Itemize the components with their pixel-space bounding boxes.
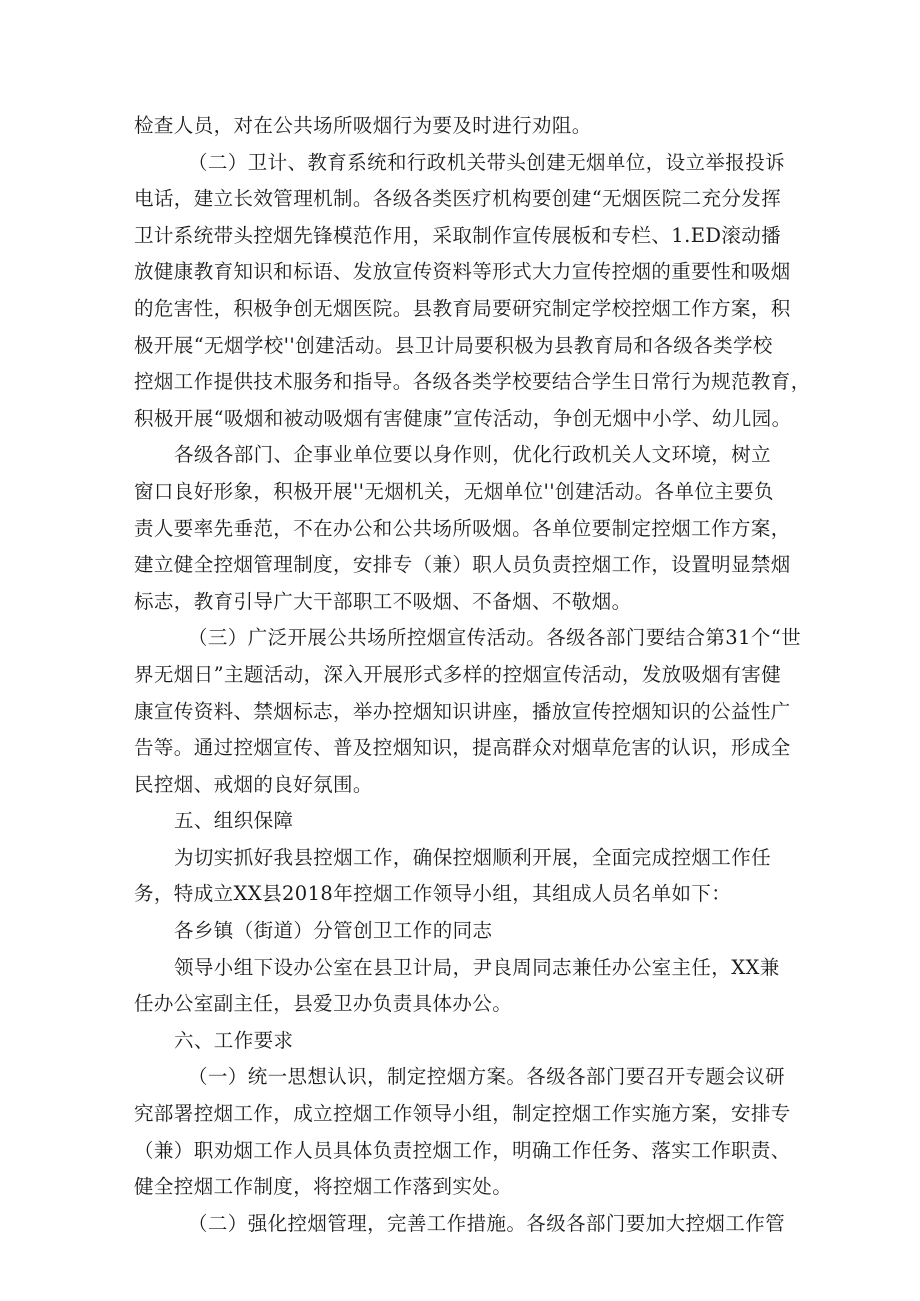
text-line: 检查人员，对在公共场所吸烟行为要及时进行劝阻。 — [134, 114, 592, 137]
text-line: （一）统一思想认识，制定控烟方案。各级各部门要召开专题会议研 — [188, 1065, 786, 1089]
text-line: 各乡镇（街道）分管创卫工作的同志 — [174, 919, 493, 943]
text-line: 卫计系统带头控烟先锋模范作用，采取制作宣传展板和专栏、1.ED滚动播 — [134, 223, 782, 247]
text-line: 康宣传资料、禁烟标志，举办控烟知识讲座，播放宣传控烟知识的公益性广 — [134, 699, 791, 723]
text-line: 窗口良好形象，积极开展''无烟机关，无烟单位''创建活动。各单位主要负 — [134, 479, 774, 503]
text-line: （三）广泛开展公共场所控烟宣传活动。各级各部门要结合第31个“世 — [188, 626, 802, 650]
text-line: 务，特成立XX县2018年控烟工作领导小组，其组成人员名单如下： — [134, 882, 732, 906]
text-line: 告等。通过控烟宣传、普及控烟知识，提高群众对烟草危害的认识，形成全 — [134, 736, 791, 760]
text-line: 放健康教育知识和标语、发放宣传资料等形式大力宣传控烟的重要性和吸烟 — [134, 260, 791, 284]
text-line: 究部署控烟工作，成立控烟工作领导小组，制定控烟工作实施方案，安排专 — [134, 1102, 791, 1126]
section-heading: 五、组织保障 — [174, 809, 294, 833]
text-line: 的危害性，积极争创无烟医院。县教育局要研究制定学校控烟工作方案，积 — [134, 296, 791, 320]
text-line: 任办公室副主任，县爱卫办负责具体办公。 — [134, 992, 513, 1016]
text-line: 控烟工作提供技术服务和指导。各级各类学校要结合学生日常行为规范教育， — [134, 370, 811, 394]
text-line: 标志，教育引导广大干部职工不吸烟、不备烟、不敬烟。 — [134, 589, 632, 613]
text-line: 电话，建立长效管理机制。各级各类医疗机构要创建“无烟医院二充分发挥 — [134, 187, 782, 211]
text-line: 领导小组下设办公室在县卫计局，尹良周同志兼任办公室主任，XX兼 — [174, 955, 780, 979]
document-page — [134, 108, 811, 1242]
text-line: 建立健全控烟管理制度，安排专（兼）职人员负责控烟工作，设置明显禁烟 — [134, 553, 791, 577]
text-line: （二）强化控烟管理，完善工作措施。各级各部门要加大控烟工作管 — [188, 1211, 786, 1235]
text-line: 界无烟日”主题活动，深入开展形式多样的控烟宣传活动，发放吸烟有害健 — [134, 662, 782, 686]
text-line: 为切实抓好我县控烟工作，确保控烟顺利开展，全面完成控烟工作任 — [174, 845, 772, 869]
text-line: 积极开展“吸烟和被动吸烟有害健康”宣传活动，争创无烟中小学、幼儿园。 — [134, 406, 792, 430]
text-line: 极开展“无烟学校''创建活动。县卫计局要积极为县教育局和各级各类学校 — [134, 333, 773, 357]
text-line: （兼）职劝烟工作人员具体负责控烟工作，明确工作任务、落实工作职责、 — [134, 1138, 791, 1162]
text-line: （二）卫计、教育系统和行政机关带头创建无烟单位，设立举报投诉 — [188, 150, 786, 174]
text-line: 各级各部门、企事业单位要以身作则，优化行政机关人文环境，树立 — [174, 443, 772, 467]
text-line: 健全控烟工作制度，将控烟工作落到实处。 — [134, 1175, 513, 1199]
text-line: 民控烟、戒烟的良好氛围。 — [134, 772, 373, 796]
text-line: 责人要率先垂范，不在办公和公共场所吸烟。各单位要制定控烟工作方案， — [134, 516, 791, 540]
section-heading: 六、工作要求 — [174, 1028, 294, 1052]
